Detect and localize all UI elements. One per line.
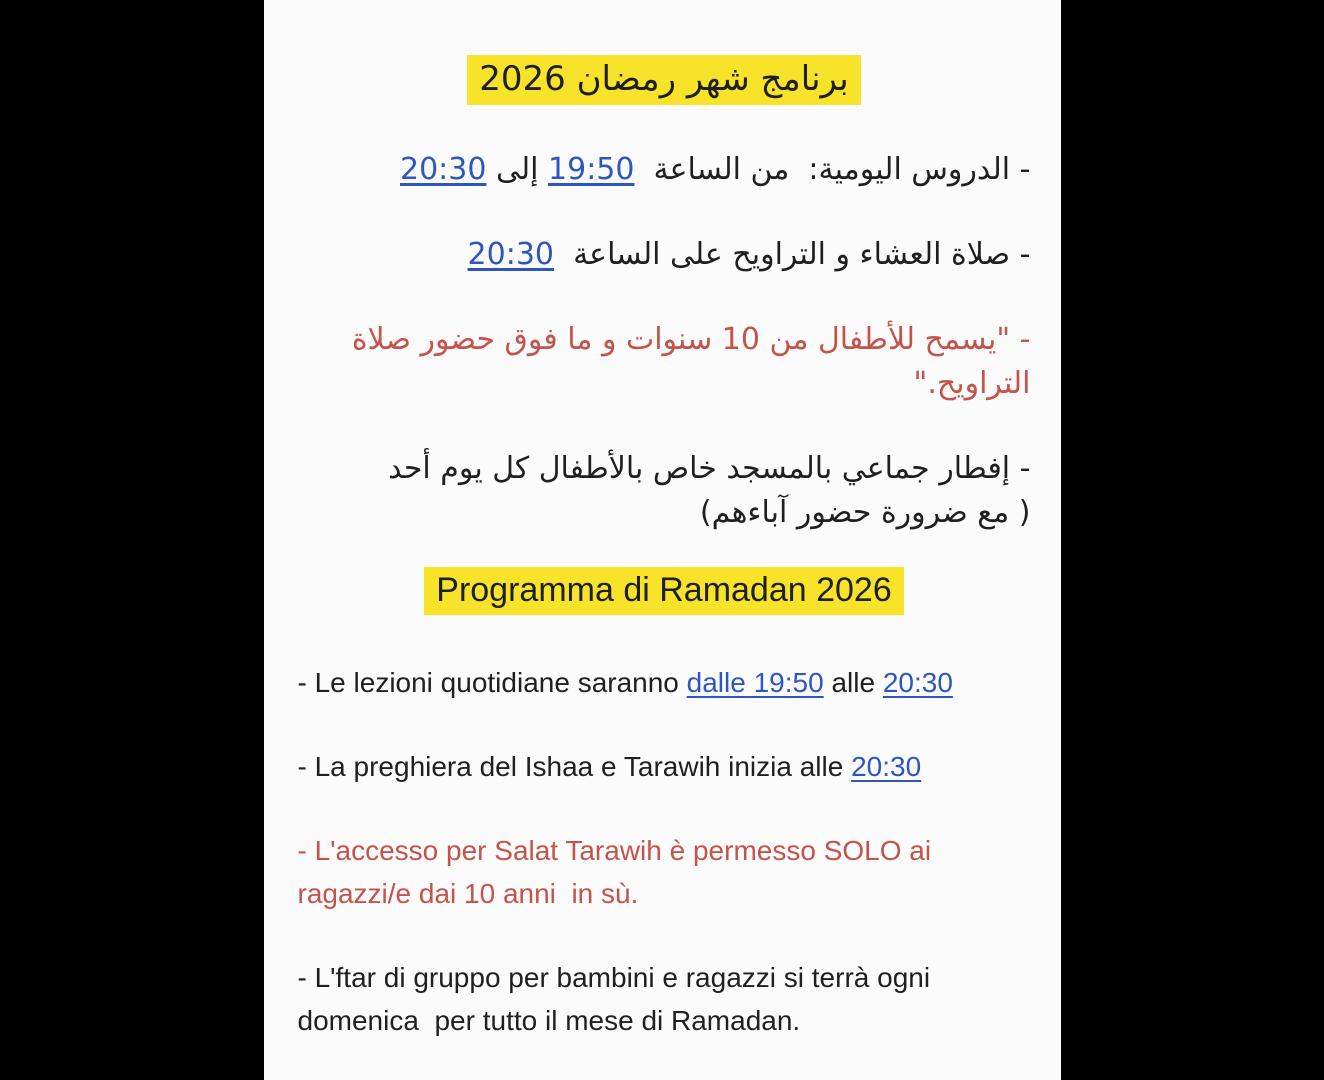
italian-title [298, 565, 1031, 615]
arabic-lessons-text: - الدروس اليومية: من الساعة [634, 152, 1031, 187]
arabic-isha-tarawih-line [298, 233, 1031, 277]
arabic-lessons-start-time-link[interactable]: 19:50 [548, 152, 635, 187]
italian-iftar-line [298, 956, 1031, 1042]
arabic-iftar-text-line1: - إفطار جماعي بالمسجد خاص بالأطفال كل يوم أحد [388, 451, 1031, 486]
italian-age-rule-text: - L'accesso per Salat Tarawih è permesso SOLO ai ragazzi/e dai 10 anni in sù. [297, 835, 932, 909]
italian-daily-lessons-line [298, 661, 1031, 704]
arabic-lessons-end-time-link[interactable]: 20:30 [399, 152, 487, 187]
arabic-daily-lessons-line [298, 148, 1031, 192]
italian-age-rule-line [298, 829, 1031, 915]
arabic-title-highlight: برنامج شهر رمضان 2026 [467, 55, 861, 105]
arabic-age-rule-text: - "يسمح للأطفال من 10 سنوات و ما فوق حضور صلاة التراويح." [351, 322, 1031, 401]
italian-isha-tarawih-line [298, 745, 1031, 788]
document-page [264, 0, 1061, 1080]
italian-prayer-text: - La preghiera del Ishaa e Tarawih inizia alle [297, 751, 852, 782]
italian-lessons-end-time-link[interactable]: 20:30 [882, 667, 953, 698]
arabic-iftar-text-line2: ( مع ضرورة حضور آباءهم) [699, 495, 1031, 530]
arabic-title [298, 54, 1031, 104]
arabic-prayer-text: - صلاة العشاء و التراويح على الساعة [554, 237, 1031, 272]
arabic-age-rule-line [298, 318, 1031, 406]
italian-title-highlight: Programma di Ramadan 2026 [424, 567, 903, 615]
italian-lessons-to-text: alle [823, 667, 883, 698]
italian-prayer-time-link[interactable]: 20:30 [851, 751, 922, 782]
arabic-lessons-to-text: إلى [486, 152, 549, 187]
arabic-prayer-time-link[interactable]: 20:30 [467, 237, 555, 272]
arabic-iftar-line [298, 447, 1031, 535]
italian-lessons-text: - Le lezioni quotidiane saranno [297, 667, 687, 698]
italian-lessons-start-time-link[interactable]: dalle 19:50 [686, 667, 824, 698]
italian-iftar-text: - L'ftar di gruppo per bambini e ragazzi si terrà ogni domenica per tutto il mese di Ramadan. [297, 962, 931, 1036]
